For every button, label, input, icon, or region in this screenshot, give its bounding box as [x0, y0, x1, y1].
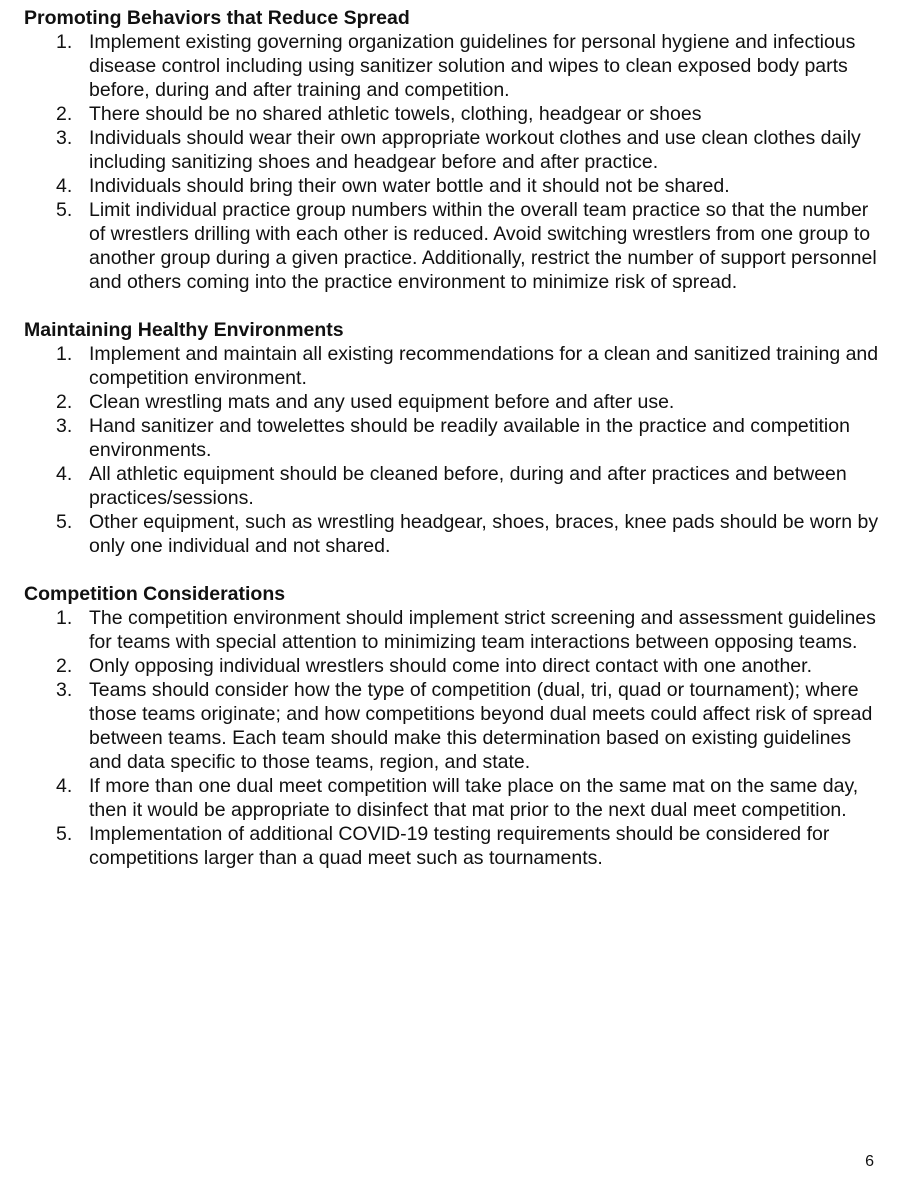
list-item — [24, 414, 884, 462]
list-item-text: Only opposing individual wrestlers should come into direct contact with one another. — [89, 655, 812, 677]
list-item-text: Implementation of additional COVID-19 testing requirements should be considered for competitions larger than a quad meet such as tournaments. — [89, 823, 830, 869]
list-number: 2. — [56, 655, 73, 677]
list-item — [24, 462, 884, 510]
list-item-text: All athletic equipment should be cleaned before, during and after practices and between practices/sessions. — [89, 463, 847, 509]
list-item — [24, 510, 884, 558]
list-item — [24, 198, 884, 294]
list-item — [24, 774, 884, 822]
list-item-text: Individuals should bring their own water bottle and it should not be shared. — [89, 175, 730, 197]
list-item-text: There should be no shared athletic towels, clothing, headgear or shoes — [89, 103, 702, 125]
section-heading: Promoting Behaviors that Reduce Spread — [24, 7, 410, 29]
document-page — [24, 6, 884, 894]
list-number: 5. — [56, 199, 73, 221]
list-item — [24, 654, 884, 678]
page-number: 6 — [865, 1153, 874, 1170]
list-number: 3. — [56, 679, 73, 701]
list-item — [24, 174, 884, 198]
list-item-text: Implement and maintain all existing recommendations for a clean and sanitized training and competition environment. — [89, 343, 879, 389]
list-item-text: If more than one dual meet competition will take place on the same mat on the same day, then it would be appropriate to disinfect that mat prior to the next dual meet competition. — [89, 775, 859, 821]
list-number: 5. — [56, 511, 73, 533]
list-number: 1. — [56, 607, 73, 629]
list-item-text: Other equipment, such as wrestling headgear, shoes, braces, knee pads should be worn by only one individual and not shared. — [89, 511, 879, 557]
list-number: 3. — [56, 127, 73, 149]
list-number: 2. — [56, 103, 73, 125]
list-item — [24, 678, 884, 774]
list-item-text: Clean wrestling mats and any used equipment before and after use. — [89, 391, 675, 413]
list-item-text: The competition environment should implement strict screening and assessment guidelines for teams with special attention to minimizing team interactions between opposing teams. — [89, 607, 876, 653]
list-number: 4. — [56, 175, 73, 197]
list-item-text: Implement existing governing organization guidelines for personal hygiene and infectious disease control including using sanitizer solution and wipes to clean exposed body parts before, during and after training and competition. — [89, 31, 856, 101]
list-number: 4. — [56, 775, 73, 797]
section-maintaining-environments — [24, 318, 884, 558]
list-number: 5. — [56, 823, 73, 845]
list-item-text: Limit individual practice group numbers within the overall team practice so that the number of wrestlers drilling with each other is reduced. Avoid switching wrestlers from one group to another group during a given practice. Additionally, restrict the number of support personnel and others coming into the practice environment to minimize risk of spread. — [89, 199, 877, 293]
list-item-text: Individuals should wear their own appropriate workout clothes and use clean clothes daily including sanitizing shoes and headgear before and after practice. — [89, 127, 861, 173]
section-heading: Maintaining Healthy Environments — [24, 319, 344, 341]
list-number: 4. — [56, 463, 73, 485]
numbered-list — [24, 606, 884, 870]
numbered-list — [24, 342, 884, 558]
list-item — [24, 30, 884, 102]
numbered-list — [24, 30, 884, 294]
list-number: 3. — [56, 415, 73, 437]
list-item-text: Teams should consider how the type of competition (dual, tri, quad or tournament); where those teams originate; and how competitions beyond dual meets could affect risk of spread between teams. Each team should make this determination based on existing guidelines and data specific to those teams, region, and state. — [89, 679, 873, 773]
list-item — [24, 126, 884, 174]
section-promoting-behaviors — [24, 6, 884, 294]
list-item — [24, 342, 884, 390]
list-item — [24, 390, 884, 414]
list-number: 1. — [56, 343, 73, 365]
list-number: 1. — [56, 31, 73, 53]
section-heading: Competition Considerations — [24, 583, 286, 605]
list-item — [24, 102, 884, 126]
section-competition-considerations — [24, 582, 884, 870]
list-number: 2. — [56, 391, 73, 413]
list-item-text: Hand sanitizer and towelettes should be readily available in the practice and competition environments. — [89, 415, 850, 461]
list-item — [24, 606, 884, 654]
list-item — [24, 822, 884, 870]
